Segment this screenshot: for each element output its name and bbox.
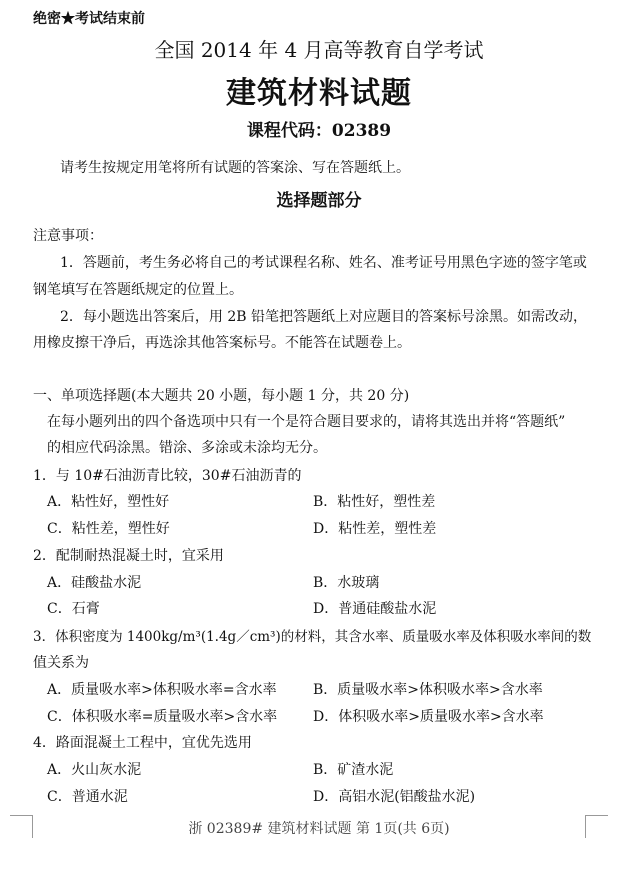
section-1-desc-line-2: 的相应代码涂黑。错涂、多涂或未涂均无分。 (47, 440, 327, 456)
question-4-option-d: D．高铝水泥(铝酸盐水泥) (313, 789, 476, 805)
question-3-stem-line-2: 值关系为 (33, 655, 89, 671)
page-footer: 浙 02389# 建筑材料试题 第 1页(共 6页) (188, 821, 450, 837)
question-3-stem-line-1: 3．体积密度为 1400kg/m³(1.4g／cm³)的材料，其含水率、质量吸水率及体积吸水率间的数 (33, 629, 592, 645)
question-4-option-c: C．普通水泥 (47, 789, 128, 805)
question-2-option-b: B．水玻璃 (313, 575, 380, 591)
question-4-option-b: B．矿渣水泥 (313, 762, 394, 778)
section-1-title: 一、单项选择题(本大题共 20 小题，每小题 1 分，共 20 分) (33, 388, 410, 404)
question-3-option-b: B．质量吸水率>体积吸水率>含水率 (313, 682, 543, 698)
question-1-option-b: B．粘性好，塑性差 (313, 494, 436, 510)
question-2-option-d: D．普通硅酸盐水泥 (313, 601, 437, 617)
question-3-option-c: C．体积吸水率=质量吸水率>含水率 (47, 709, 278, 725)
note-2-line-2: 用橡皮擦干净后，再选涂其他答案标号。不能答在试题卷上。 (33, 335, 411, 351)
question-1-option-a: A．粘性好，塑性好 (47, 494, 170, 510)
question-2-stem: 2．配制耐热混凝土时，宜采用 (33, 548, 224, 564)
note-2-line-1: 2．每小题选出答案后，用 2B 铅笔把答题纸上对应题目的答案标号涂黑。如需改动， (60, 309, 588, 325)
question-3-option-a: A．质量吸水率>体积吸水率=含水率 (47, 682, 277, 698)
section-1-desc-line-1: 在每小题列出的四个备选项中只有一个是符合题目要求的，请将其选出并将“答题纸” (47, 414, 566, 430)
question-1-stem: 1．与 10#石油沥青比较，30#石油沥青的 (33, 468, 302, 484)
subject-title: 建筑材料试题 (226, 76, 412, 111)
question-1-option-d: D．粘性差，塑性差 (313, 521, 437, 537)
question-4-option-a: A．火山灰水泥 (47, 762, 142, 778)
confidential-label: 绝密★考试结束前 (33, 11, 145, 27)
course-code: 课程代码：02389 (246, 121, 392, 141)
question-3-option-d: D．体积吸水率>质量吸水率>含水率 (313, 709, 544, 725)
question-2-option-a: A．硅酸盐水泥 (47, 575, 142, 591)
section-heading: 选择题部分 (276, 191, 362, 211)
question-4-stem: 4．路面混凝土工程中，宜优先选用 (33, 735, 252, 751)
notes-title: 注意事项： (33, 228, 103, 244)
question-1-option-c: C．粘性差，塑性好 (47, 521, 170, 537)
exam-title: 全国 2014 年 4 月高等教育自学考试 (154, 38, 484, 62)
question-2-option-c: C．石膏 (47, 601, 100, 617)
answer-instruction: 请考生按规定用笔将所有试题的答案涂、写在答题纸上。 (60, 160, 410, 176)
note-1-line-1: 1．答题前，考生务必将自己的考试课程名称、姓名、准考证号用黑色字迹的签字笔或 (60, 255, 587, 271)
note-1-line-2: 钢笔填写在答题纸规定的位置上。 (33, 282, 243, 298)
